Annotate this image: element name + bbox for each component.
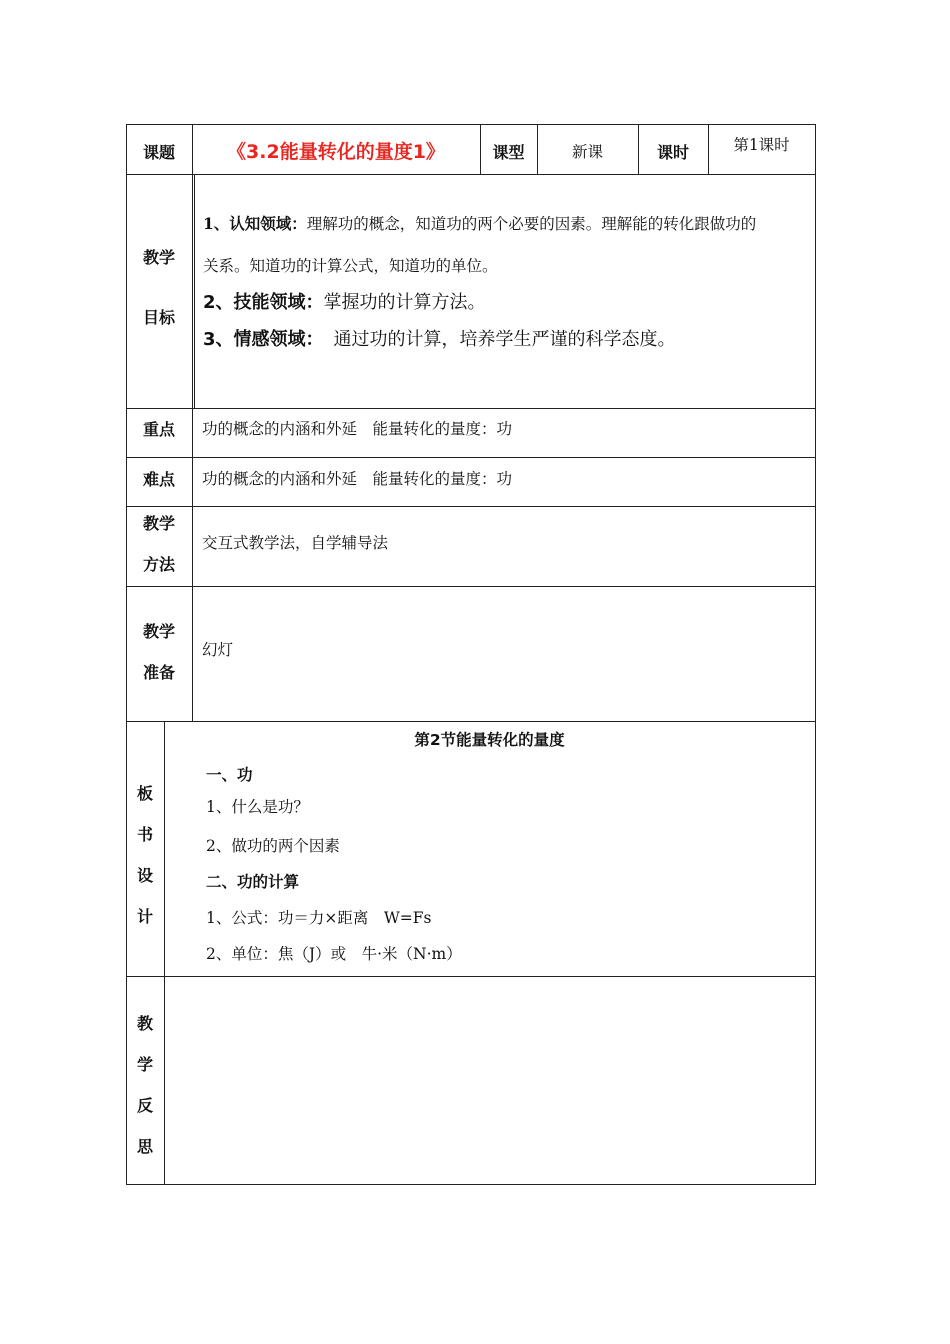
board-section-2-item-2: 2、单位：焦（J）或 牛·米（N·m） — [206, 945, 462, 963]
key-point-label: 重点 — [142, 420, 175, 439]
reflection-label-char: 思 — [136, 1137, 153, 1156]
key-point-text: 功的概念的内涵和外延 能量转化的量度：功 — [202, 420, 513, 438]
board-heading: 第2节能量转化的量度 — [414, 731, 565, 749]
reflection-content-area — [165, 977, 815, 1184]
objective-item-3-text: 通过功的计算，培养学生严谨的科学态度。 — [333, 329, 676, 350]
method-text: 交互式教学法，自学辅导法 — [202, 534, 389, 552]
difficulty-text: 功的概念的内涵和外延 能量转化的量度：功 — [202, 470, 513, 488]
grid-line — [126, 586, 816, 587]
board-section-1-title: 一、功 — [206, 766, 253, 784]
grid-line — [126, 506, 816, 507]
preparation-text: 幻灯 — [202, 641, 234, 659]
preparation-label-top: 教学 — [142, 622, 175, 641]
difficulty-label: 难点 — [142, 470, 175, 489]
board-section-2-title: 二、功的计算 — [206, 873, 300, 891]
objective-item-3 — [203, 325, 676, 351]
type-label: 课型 — [492, 143, 525, 162]
period-label: 课时 — [656, 143, 689, 162]
board-label-char: 板 — [136, 784, 153, 803]
grid-line — [126, 1184, 816, 1185]
method-label-bottom: 方法 — [142, 555, 175, 574]
reflection-label-char: 教 — [136, 1014, 153, 1033]
board-label-char: 计 — [136, 907, 153, 926]
period-value: 第1课时 — [733, 136, 790, 154]
board-design-label — [126, 773, 164, 937]
reflection-label — [126, 1003, 164, 1167]
grid-line — [126, 408, 816, 409]
type-value: 新课 — [571, 143, 603, 161]
grid-line — [194, 174, 195, 408]
method-label-top: 教学 — [142, 514, 175, 533]
grid-line — [126, 124, 816, 125]
objective-item-2 — [203, 288, 486, 314]
objective-item-1-text: 理解功的概念，知道功的两个必要的因素。理解能的转化跟做功的 — [306, 215, 757, 233]
objective-item-1 — [203, 212, 756, 234]
board-label-char: 设 — [136, 866, 153, 885]
grid-line — [126, 174, 816, 175]
board-section-1-item-1: 1、什么是功？ — [206, 798, 309, 816]
objective-item-1-cont: 关系。知道功的计算公式，知道功的单位。 — [203, 257, 498, 275]
objective-item-2-text: 掌握功的计算方法。 — [323, 292, 486, 313]
board-section-2-item-1: 1、公式：功＝力×距离 W=Fs — [206, 909, 432, 927]
grid-line — [815, 124, 816, 1185]
topic-title: 《3.2能量转化的量度1》 — [227, 141, 445, 163]
objectives-label-top: 教学 — [142, 248, 175, 267]
grid-line — [126, 721, 816, 722]
preparation-label-bottom: 准备 — [142, 663, 175, 682]
grid-line — [126, 457, 816, 458]
reflection-label-char: 反 — [136, 1096, 153, 1115]
objective-item-3-title: 3、情感领域： — [203, 329, 324, 350]
topic-label: 课题 — [142, 143, 175, 162]
objective-item-1-title: 1、认知领域： — [203, 214, 307, 233]
board-label-char: 书 — [136, 825, 153, 844]
board-section-1-item-2: 2、做功的两个因素 — [206, 837, 340, 855]
grid-line — [192, 124, 193, 721]
objective-item-2-title: 2、技能领域： — [203, 292, 324, 313]
reflection-label-char: 学 — [136, 1055, 153, 1074]
objectives-label-bottom: 目标 — [142, 308, 175, 327]
